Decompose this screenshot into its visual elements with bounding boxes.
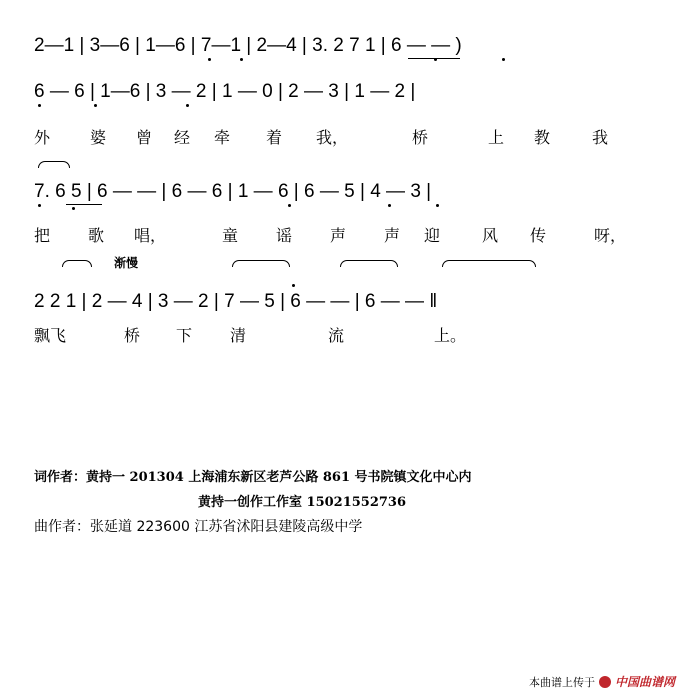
slur bbox=[232, 260, 290, 267]
lyric-syllable: 传 bbox=[530, 226, 547, 245]
lyric-syllable: 唱， bbox=[134, 226, 167, 245]
footer-text: 本曲谱上传于 bbox=[528, 675, 595, 689]
lyric-syllable: 声 bbox=[384, 226, 401, 245]
lyric-syllable: 呀， bbox=[594, 226, 627, 245]
composer-credit: 曲作者：张延道 223600 江苏省沭阳县建陵高级中学 bbox=[34, 519, 363, 535]
lyric-syllable: 着 bbox=[266, 128, 283, 147]
lyric-syllable: 曾 bbox=[136, 128, 153, 147]
low-dot bbox=[502, 58, 505, 61]
score-line-2 bbox=[0, 80, 683, 104]
lyric-syllable: 外 bbox=[34, 128, 51, 147]
low-dot bbox=[38, 104, 41, 107]
low-dot bbox=[208, 58, 211, 61]
low-dot bbox=[94, 104, 97, 107]
lyric-syllable: 我 bbox=[592, 128, 609, 147]
lyric-syllable: 桥 bbox=[124, 326, 141, 345]
low-dot bbox=[288, 204, 291, 207]
lyric-syllable: 声 bbox=[330, 226, 347, 245]
site-logo-icon bbox=[599, 676, 611, 688]
lyricist-credit: 词作者：黄持一 201304 上海浦东新区老芦公路 861 号书院镇文化中心内 bbox=[34, 470, 472, 485]
slur bbox=[62, 260, 92, 267]
lyric-syllable: 经 bbox=[174, 128, 191, 147]
lyric-syllable: 婆 bbox=[90, 128, 107, 147]
lyric-syllable: 风 bbox=[482, 226, 499, 245]
lyric-syllable: 教 bbox=[534, 128, 551, 147]
lyric-syllable: 谣 bbox=[276, 226, 293, 245]
notes-line-4: 2 2 1 | 2 — 4 | 3 — 2 | 7 — 5 | 6 — — | 6 — — ‖ bbox=[34, 291, 438, 312]
lyric-syllable: 把 bbox=[34, 226, 51, 245]
lyrics-line-1 bbox=[0, 128, 683, 150]
notes-line-1: 2—1 | 3—6 | 1—6 | 7—1 | 2—4 | 3. 2 7 1 | 6 — — ) bbox=[34, 35, 462, 56]
slur bbox=[340, 260, 398, 267]
slur bbox=[38, 161, 70, 168]
lyric-syllable: 流 bbox=[328, 326, 345, 345]
low-dot bbox=[186, 104, 189, 107]
high-dot bbox=[292, 284, 295, 287]
low-dot bbox=[72, 207, 75, 210]
lyric-syllable: 清 bbox=[230, 326, 247, 345]
footer bbox=[529, 673, 675, 690]
low-dot bbox=[38, 204, 41, 207]
low-dot bbox=[436, 204, 439, 207]
notes-line-2: 6 — 6 | 1—6 | 3 — 2 | 1 — 0 | 2 — 3 | 1 — 2 | bbox=[34, 81, 416, 102]
underline bbox=[66, 204, 102, 205]
lyric-syllable: 上。 bbox=[434, 326, 467, 345]
lyrics-line-2 bbox=[0, 226, 683, 248]
lyric-syllable: 童 bbox=[222, 226, 239, 245]
low-dot bbox=[240, 58, 243, 61]
low-dot bbox=[388, 204, 391, 207]
underline bbox=[408, 58, 460, 59]
lyric-syllable: 上 bbox=[488, 128, 505, 147]
lyric-syllable: 牵 bbox=[214, 128, 231, 147]
tempo-marking: 渐慢 bbox=[114, 256, 139, 270]
slur bbox=[442, 260, 536, 267]
lyric-syllable: 下 bbox=[176, 326, 193, 345]
site-logo[interactable]: 中国曲谱网 bbox=[614, 675, 675, 689]
notes-line-3: 7. 6 5 | 6 — — | 6 — 6 | 1 — 6 | 6 — 5 | 4 — 3 | bbox=[34, 181, 432, 202]
lyric-syllable: 飘飞 bbox=[34, 326, 67, 345]
score-line-1 bbox=[0, 34, 683, 58]
lyric-syllable: 歌 bbox=[88, 226, 105, 245]
lyric-syllable: 桥 bbox=[412, 128, 429, 147]
lyric-syllable: 我， bbox=[316, 128, 349, 147]
score-line-3 bbox=[0, 180, 683, 204]
lyricist-studio: 黄持一创作工作室 15021552736 bbox=[198, 495, 407, 510]
lyrics-line-3 bbox=[0, 326, 683, 348]
score-line-4 bbox=[0, 290, 683, 314]
lyric-syllable: 迎 bbox=[424, 226, 441, 245]
